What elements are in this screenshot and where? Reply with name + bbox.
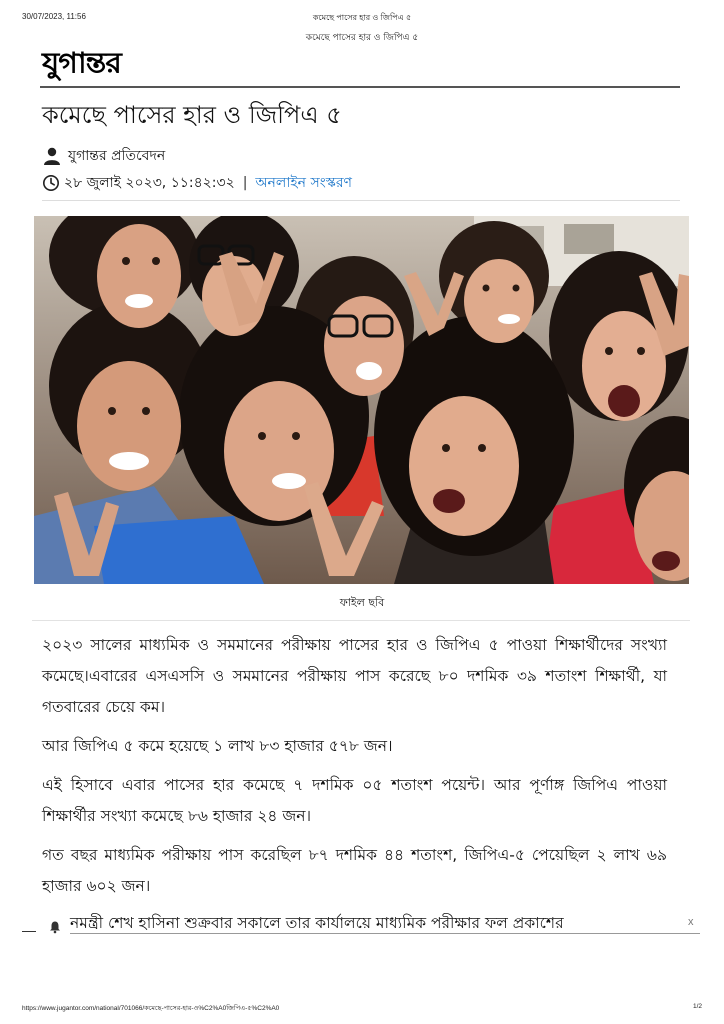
site-subtitle: কমেছে পাসের হার ও জিপিএ ৫ (305, 33, 419, 43)
meta-divider (42, 200, 680, 201)
truncated-paragraph-text: নমন্ত্রী শেখ হাসিনা শুক্রবার সকালে তার কার্যালয়ে মাধ্যমিক পরীক্ষার ফল প্রকাশের (70, 914, 564, 932)
minimize-dash[interactable] (22, 931, 36, 932)
article-photo-illustration (34, 216, 689, 584)
byline (42, 146, 165, 166)
byline-author[interactable]: যুগান্তর প্রতিবেদন (68, 148, 166, 164)
close-icon[interactable]: x (688, 916, 694, 928)
article-paragraph: ২০২৩ সালের মাধ্যমিক ও সমমানের পরীক্ষায় পাসের হার ও জিপিএ ৫ পাওয়া শিক্ষার্থীদের সংখ্যা কমেছে।এবারের এসএসসি ও সমমানের পরীক্ষায় পাস করেছে ৮০ দশমিক ৩৯ শতাংশ শিক্ষার্থী, যা গতবারের চেয়ে কম। (42, 636, 667, 716)
site-logo[interactable]: যুগান্তর (42, 46, 121, 81)
article-paragraph: আর জিপিএ ৫ কমে হয়েছে ১ লাখ ৮৩ হাজার ৫৭৮ জন। (42, 737, 393, 755)
article-paragraph: গত বছর মাধ্যমিক পরীক্ষায় পাস করেছিল ৮৭ দশমিক ৪৪ শতাংশ, জিপিএ-৫ পেয়েছিল ২ লাখ ৬৯ হাজার ৬০২ জন। (42, 846, 667, 895)
print-footer (22, 1003, 702, 1015)
print-header (22, 12, 702, 24)
article-headline: কমেছে পাসের হার ও জিপিএ ৫ (42, 101, 342, 129)
meta-separator: | (242, 175, 248, 191)
publish-timestamp: ২৮ জুলাই ২০২৩, ১১:৪২:৩২ (64, 175, 235, 191)
print-title: কমেছে পাসের হার ও জিপিএ ৫ (312, 13, 412, 22)
truncated-paragraph (42, 905, 672, 935)
notification-bar-line (70, 933, 700, 934)
clock-icon (42, 174, 60, 192)
print-date: 30/07/2023, 11:56 (22, 12, 86, 21)
edition-link[interactable]: অনলাইন সংস্করণ (255, 175, 353, 191)
article-body (42, 630, 667, 910)
person-icon (42, 146, 62, 166)
dateline (42, 172, 352, 194)
bell-icon[interactable] (48, 920, 62, 934)
caption-divider (32, 620, 690, 621)
logo-divider (40, 86, 680, 88)
article-photo (34, 216, 689, 584)
article-paragraph: এই হিসাবে এবার পাসের হার কমেছে ৭ দশমিক ০৫ শতাংশ পয়েন্ট। আর পূর্ণাঙ্গ জিপিএ পাওয়া শিক্ষার্থীর সংখ্যা কমেছে ৮৬ হাজার ২৪ জন। (42, 776, 667, 825)
photo-caption: ফাইল ছবি (339, 596, 385, 609)
page-url: https://www.jugantor.com/national/701066/কমেছে-পাসের-হার-ও%C2%A0জিপিএ-৫%C2%A0 (22, 1005, 280, 1012)
page-number: 1/2 (692, 1003, 702, 1010)
